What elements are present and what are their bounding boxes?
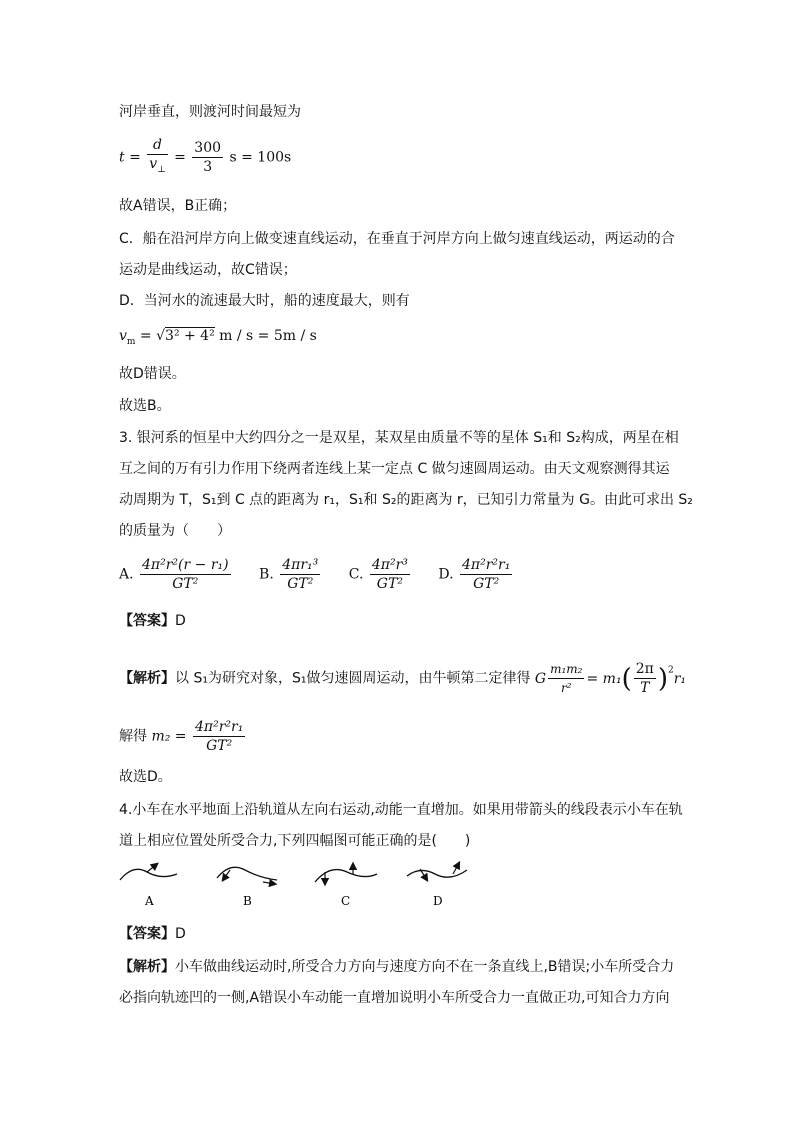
q3-analysis-text: 以 S₁为研究对象，S₁做匀速圆周运动，由牛顿第二定律得 — [175, 670, 531, 687]
q3-solution — [119, 718, 247, 755]
q3-option-a-num: 4π²r²(r − r₁) — [142, 557, 229, 573]
q3-analysis — [119, 660, 686, 697]
q3-stem-line-4: 的质量为（ ） — [119, 523, 231, 539]
q4-figure-b-track — [217, 867, 277, 880]
eq2-equals: = — [139, 328, 152, 344]
q3-option-d-fraction — [460, 556, 512, 593]
q3-stem-line-3: 动周期为 T，S₁到 C 点的距离为 r₁，S₁和 S₂的距离为 r，已知引力常量为 G。由此可求出 S₂ — [119, 492, 693, 508]
eq1-equals: = — [174, 149, 186, 166]
q3-option-a-fraction — [140, 556, 231, 593]
q3-solve-label: 解得 — [119, 728, 147, 745]
q3-option-b-den: GT² — [280, 574, 320, 593]
text-line-4: C．船在沿河岸方向上做变速直线运动，在垂直于河岸方向上做匀速直线运动，两运动的合 — [119, 231, 675, 247]
q4-figure-d-track — [407, 870, 467, 877]
q4-figures — [115, 860, 485, 910]
q4-answer — [119, 924, 186, 944]
text-line-9: 故选B。 — [119, 398, 171, 414]
text-line-5: 运动是曲线运动，故C错误； — [119, 262, 297, 278]
q4-figure-d-force-arrow-2 — [453, 863, 459, 874]
q3-stem-line-1: 3. 银河系的恒星中大约四分之一是双星，某双星由质量不等的星体 S₁和 S₂构成，两星在相 — [119, 430, 679, 446]
eq1-den2: 3 — [192, 157, 223, 176]
q3-eq-power: 2 — [667, 665, 674, 675]
eq1-den1: v — [149, 156, 158, 172]
q3-option-b-num: 4πr₁³ — [282, 557, 319, 573]
q3-option-a-label: A. — [119, 566, 134, 583]
q3-option-b-fraction — [280, 556, 320, 593]
q3-option-d-den: GT² — [460, 574, 512, 593]
q3-answer — [119, 611, 186, 631]
q4-figure-a[interactable] — [120, 864, 177, 908]
q3-options — [119, 556, 536, 593]
q4-analysis-tag: 【解析】 — [119, 959, 175, 975]
text-line-6: D．当河水的流速最大时，船的速度最大，则有 — [119, 293, 410, 309]
eq1-num2: 300 — [194, 139, 222, 156]
eq1-rhs: s = 100s — [229, 149, 292, 166]
q4-figure-d-label: D — [433, 894, 443, 908]
q4-figure-c-track — [315, 870, 377, 882]
q3-option-c-label: C. — [348, 566, 364, 583]
q3-select: 故选D。 — [119, 769, 172, 785]
q3-analysis-tag: 【解析】 — [119, 670, 175, 687]
q4-analysis-line-1 — [119, 957, 674, 977]
eq1-num1: d — [152, 137, 162, 153]
eq1-den1-wrap — [147, 154, 167, 179]
q3-stem-line-2: 互之间的万有引力作用下绕两者连线上某一定点 C 做匀速圆周运动。由天文观察测得其运 — [119, 461, 670, 477]
eq2-radical: √ — [156, 328, 166, 344]
q4-stem-line-1: 4.小车在水平地面上沿轨道从左向右运动,动能一直增加。如果用带箭头的线段表示小车在轨 — [119, 802, 683, 818]
eq1-den1-sub: ⊥ — [157, 164, 166, 175]
eq1-fraction-2 — [192, 139, 223, 176]
q3-option-d[interactable] — [438, 556, 514, 593]
q4-answer-tag: 【答案】 — [119, 926, 175, 942]
q4-figure-b-label: B — [243, 894, 252, 908]
q3-eq-right-paren: ) — [657, 663, 668, 694]
q4-stem-line-2: 道上相应位置处所受合力,下列四幅图可能正确的是( ) — [119, 833, 471, 849]
q3-eq-left-paren: ( — [621, 663, 632, 694]
q3-answer-value: D — [175, 613, 186, 629]
q3-option-c[interactable] — [349, 556, 412, 593]
q3-option-c-num: 4π²r³ — [371, 557, 408, 573]
q4-analysis-line-2: 必指向轨迹凹的一侧,A错误小车动能一直增加说明小车所受合力一直做正功,可知合力方向 — [119, 990, 670, 1006]
q3-answer-tag: 【答案】 — [119, 613, 175, 629]
q3-eq-g: G — [534, 670, 547, 687]
q3-eq-tail: r₁ — [673, 670, 687, 687]
text-line-1: 河岸垂直，则渡河时间最短为 — [119, 104, 301, 120]
eq2-lhs: v — [119, 328, 127, 344]
q3-option-a[interactable] — [119, 556, 233, 593]
q3-option-b-label: B. — [259, 566, 274, 583]
q3-eq-mid: = m₁ — [586, 670, 622, 687]
eq2-rhs: m / s = 5m / s — [219, 328, 317, 344]
q3-solve-lhs: m₂ = — [151, 728, 187, 745]
q3-eq-den: r² — [548, 678, 584, 697]
q3-option-d-label: D. — [438, 566, 454, 583]
eq1-lhs: t = — [119, 149, 141, 166]
q4-figure-d[interactable] — [407, 863, 467, 908]
q3-option-a-den: GT² — [140, 574, 231, 593]
q3-solve-den: GT² — [193, 736, 245, 755]
text-line-3: 故A错误，B正确； — [119, 198, 237, 214]
q4-figure-b-force-arrow-2 — [263, 882, 275, 884]
q4-figure-c-label: C — [341, 894, 351, 908]
equation-crossing-time — [119, 136, 291, 179]
q3-eq-fraction — [548, 660, 584, 697]
q4-figure-a-force-arrow — [147, 864, 157, 872]
q3-eq-num: m₁m₂ — [550, 662, 583, 676]
q3-option-c-fraction — [370, 556, 410, 593]
q4-figure-c[interactable] — [315, 864, 377, 908]
q3-solve-num: 4π²r²r₁ — [194, 719, 244, 735]
eq1-fraction-1 — [147, 136, 167, 179]
q3-option-b[interactable] — [259, 556, 322, 593]
q3-option-c-den: GT² — [370, 574, 410, 593]
q4-analysis-text-1: 小车做曲线运动时,所受合力方向与速度方向不在一条直线上,B错误;小车所受合力 — [175, 959, 675, 975]
q3-eq-inner-den: T — [634, 678, 656, 697]
q3-option-d-num: 4π²r²r₁ — [461, 557, 511, 573]
q4-figure-b[interactable] — [217, 867, 277, 908]
equation-max-speed — [119, 326, 317, 352]
q3-eq-inner-fraction — [634, 660, 656, 697]
eq2-lhs-sub: m — [126, 336, 136, 347]
q4-answer-value: D — [175, 926, 186, 942]
q3-solve-fraction — [193, 718, 245, 755]
q4-figure-a-label: A — [145, 894, 154, 908]
q3-eq-inner-num: 2π — [635, 661, 654, 677]
text-line-8: 故D错误。 — [119, 366, 186, 382]
eq2-radicand: 3² + 4² — [165, 328, 215, 344]
